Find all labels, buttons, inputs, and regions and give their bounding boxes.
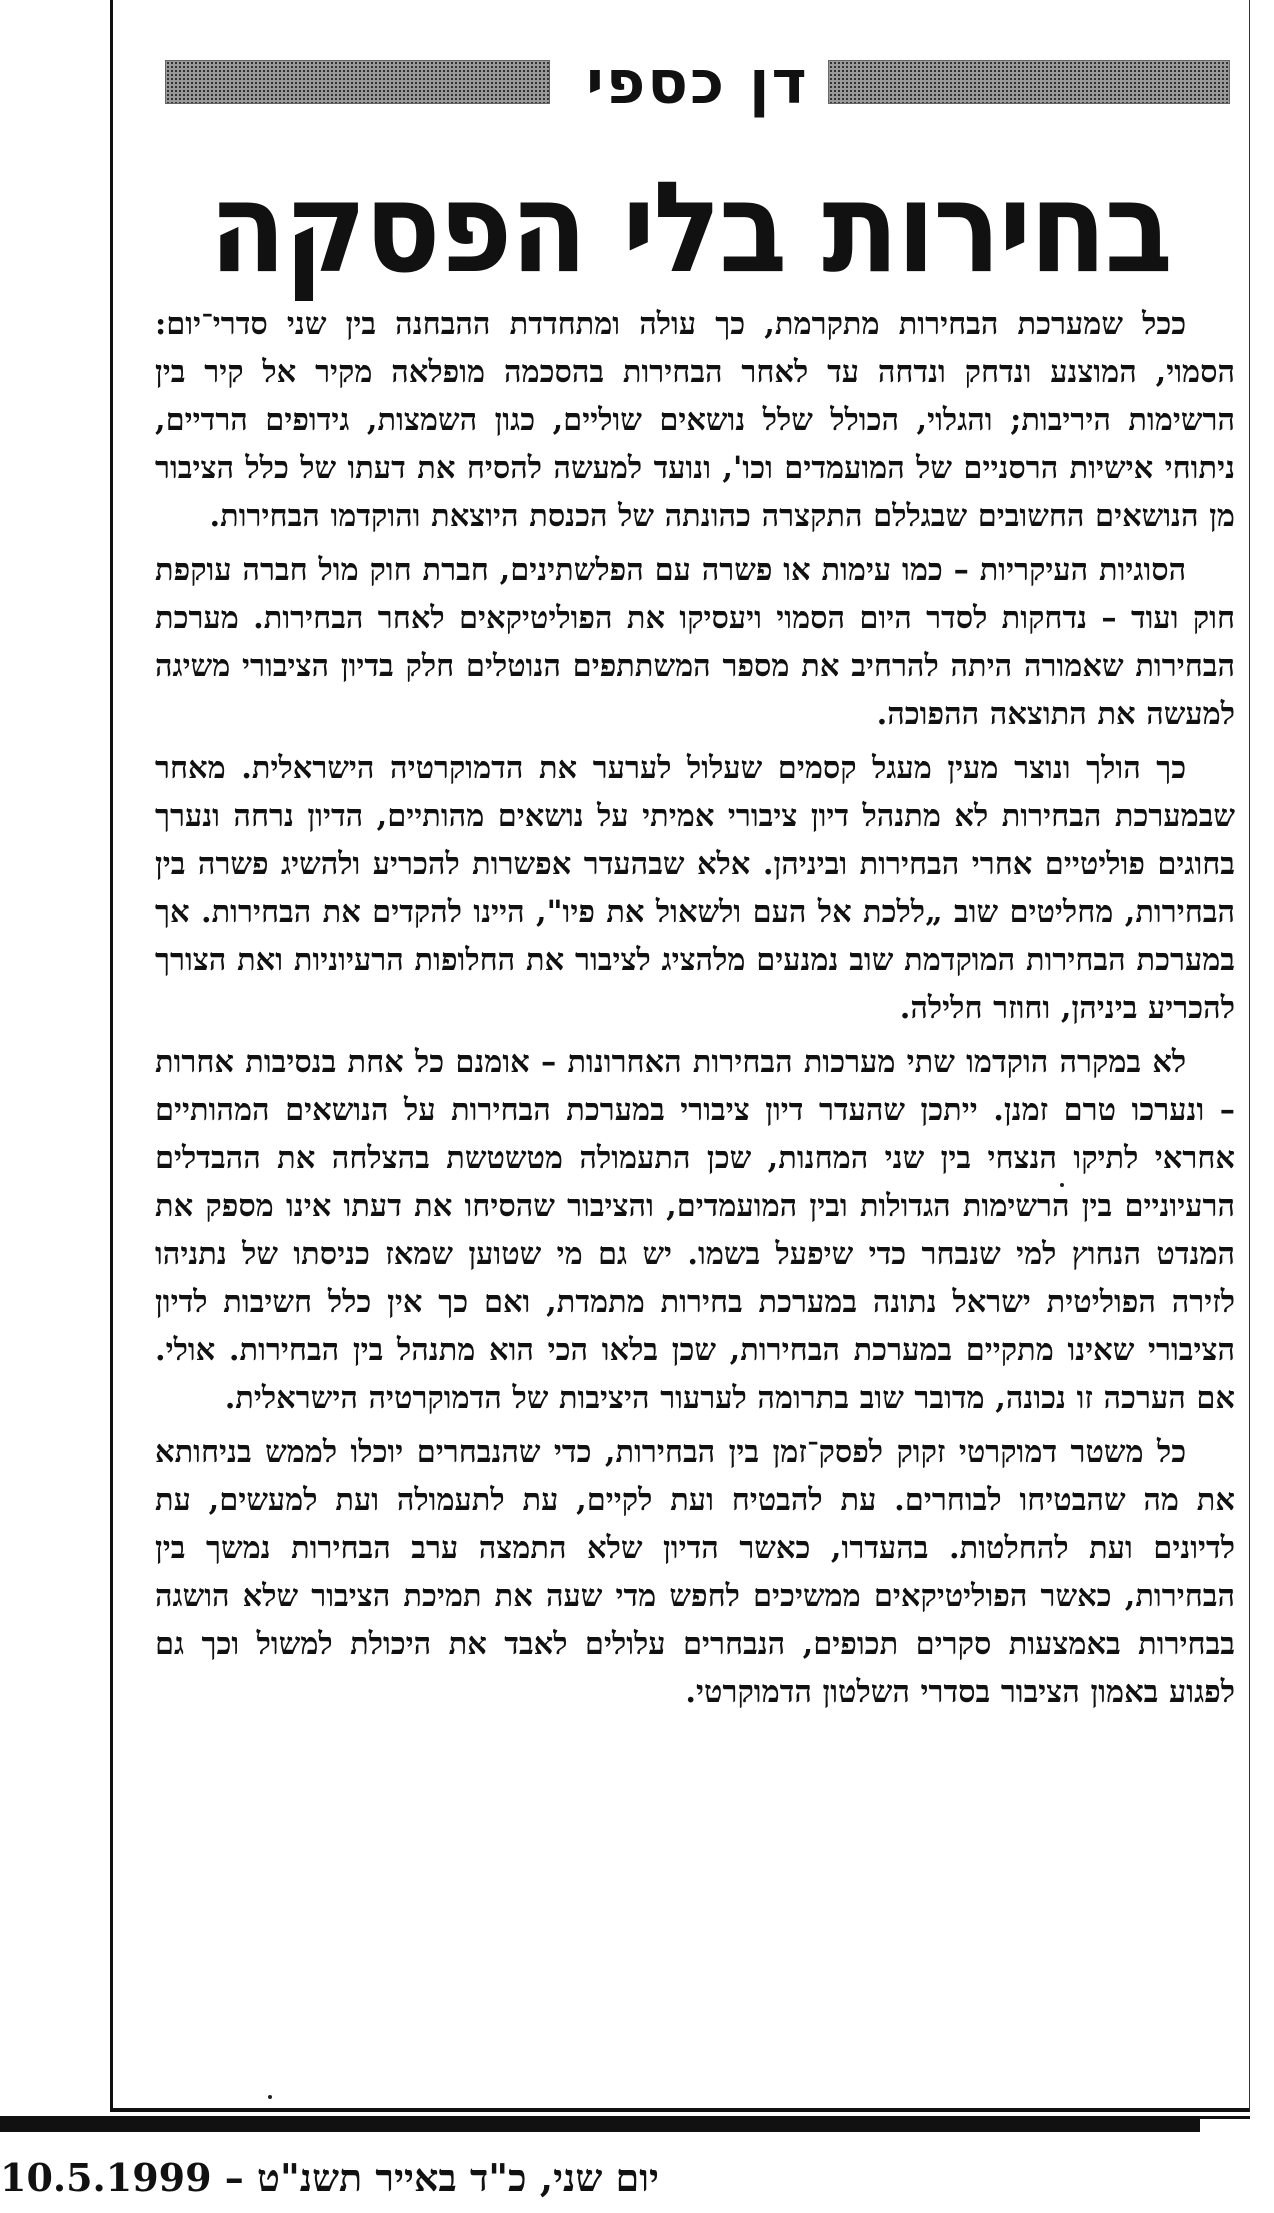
headline: בחירות בלי הפסקה	[209, 155, 1171, 302]
paragraph: כך הולך ונוצר מעין מעגל קסמים שעלול לערער את הדמוקרטיה הישראלית. מאחר שבמערכת הבחירות לא מתנהל דיון ציבורי אמיתי על נושאים מהותיים, הדיון נרחה ונערך בחוגים פוליטיים אחרי הבחירות וביניהן. אלא שבהעדר אפשרות להכריע ולהשיג פשרה בין הבחירות, מחליטים שוב „ללכת אל העם ולשאול את פיו", היינו להקדים את הבחירות. אך במערכת הבחירות המוקדמת שוב נמנעים מלהציג לציבור את החלופות הרעיוניות ואת הצורך להכריע ביניהן, וחוזר חלילה.	[155, 750, 1235, 1026]
speck	[1060, 1183, 1064, 1187]
paragraph: לא במקרה הוקדמו שתי מערכות הבחירות האחרונות – אומנם כל אחת בנסיבות אחרות – ונערכו טרם זמנן. ייתכן שהעדר דיון ציבורי במערכת הבחירות על הנושאים המהותיים אחראי לתיקו הנצחי בין שני המחנות, שכן התעמולה מטשטשת בהצלחה את ההבדלים הרעיוניים בין הרשימות הגדולות ובין המועמדים, והציבור שהסיחו את דעתו אינו מספק את המנדט הנחוץ למי שנבחר כדי שיפעל בשמו. יש גם מי שטוען שמאז כניסתו של נתניהו לזירה הפוליטית ישראל נתונה במערכת בחירות מתמדת, ואם כך אין כלל חשיבות לדיון הציבורי שאינו מתקיים במערכת הבחירות, שכן בלאו הכי הוא מתנהל בין הבחירות. אולי. אם הערכה זו נכונה, מדובר שוב בתרומה לערעור היציבות של הדמוקרטיה הישראלית.	[155, 1044, 1235, 1416]
byline	[165, 48, 1230, 128]
paragraph: הסוגיות העיקריות – כמו עימות או פשרה עם הפלשתינים, חברת חוק מול חברה עוקפת חוק ועוד – נדחקות לסדר היום הסמוי ויעסיקו את הפוליטיקאים לאחר הבחירות. מערכת הבחירות שאמורה היתה להרחיב את מספר המשתתפים הנוטלים חלק בדיון הציבורי משיגה למעשה את התוצאה ההפוכה.	[155, 552, 1235, 732]
author-name: דן כספי	[586, 48, 809, 118]
dateline: יום שני, כ"ד באייר תשנ"ט – 10.5.1999	[0, 2155, 659, 2200]
paragraph: ככל שמערכת הבחירות מתקרמת, כך עולה ומתחדדת ההבחנה בין שני סדרי־יום: הסמוי, המוצנע ונדחק ונדחה עד לאחר הבחירות בהסכמה מופלאה מקיר אל קיר בין הרשימות היריבות; והגלוי, הכולל שלל נושאים שוליים, כגון השמצות, גידופים הרדיים, ניתוחי אישיות הרסניים של המועמדים וכו', ונועד למעשה להסיח את דעתו של כלל הציבור מן הנושאים החשובים שבגללם התקצרה כהונתה של הכנסת היוצאת והוקדמו הבחירות.	[155, 306, 1235, 534]
article-body	[155, 300, 1235, 1722]
footer-rule	[0, 2116, 1200, 2132]
paragraph: כל משטר דמוקרטי זקוק לפסק־זמן בין הבחירות, כדי שהנבחרים יוכלו לממש בניחותא את מה שהבטיחו לבוחרים. עת להבטיח ועת לקיים, עת לתעמולה ועת למעשים, עת לדיונים ועת להחלטות. בהעדרו, כאשר הדיון שלא התמצה ערב הבחירות נמשך בין הבחירות, כאשר הפוליטיקאים ממשיכים לחפש מדי שעה את תמיכת הציבור שלא הושגה בבחירות באמצעות סקרים תכופים, הנבחרים עלולים לאבד את היכולת למשול וכך גם לפגוע באמון הציבור בסדרי השלטון הדמוקרטי.	[155, 1434, 1235, 1710]
footer-rule-thin	[1200, 2116, 1250, 2119]
speck	[268, 2095, 272, 2099]
